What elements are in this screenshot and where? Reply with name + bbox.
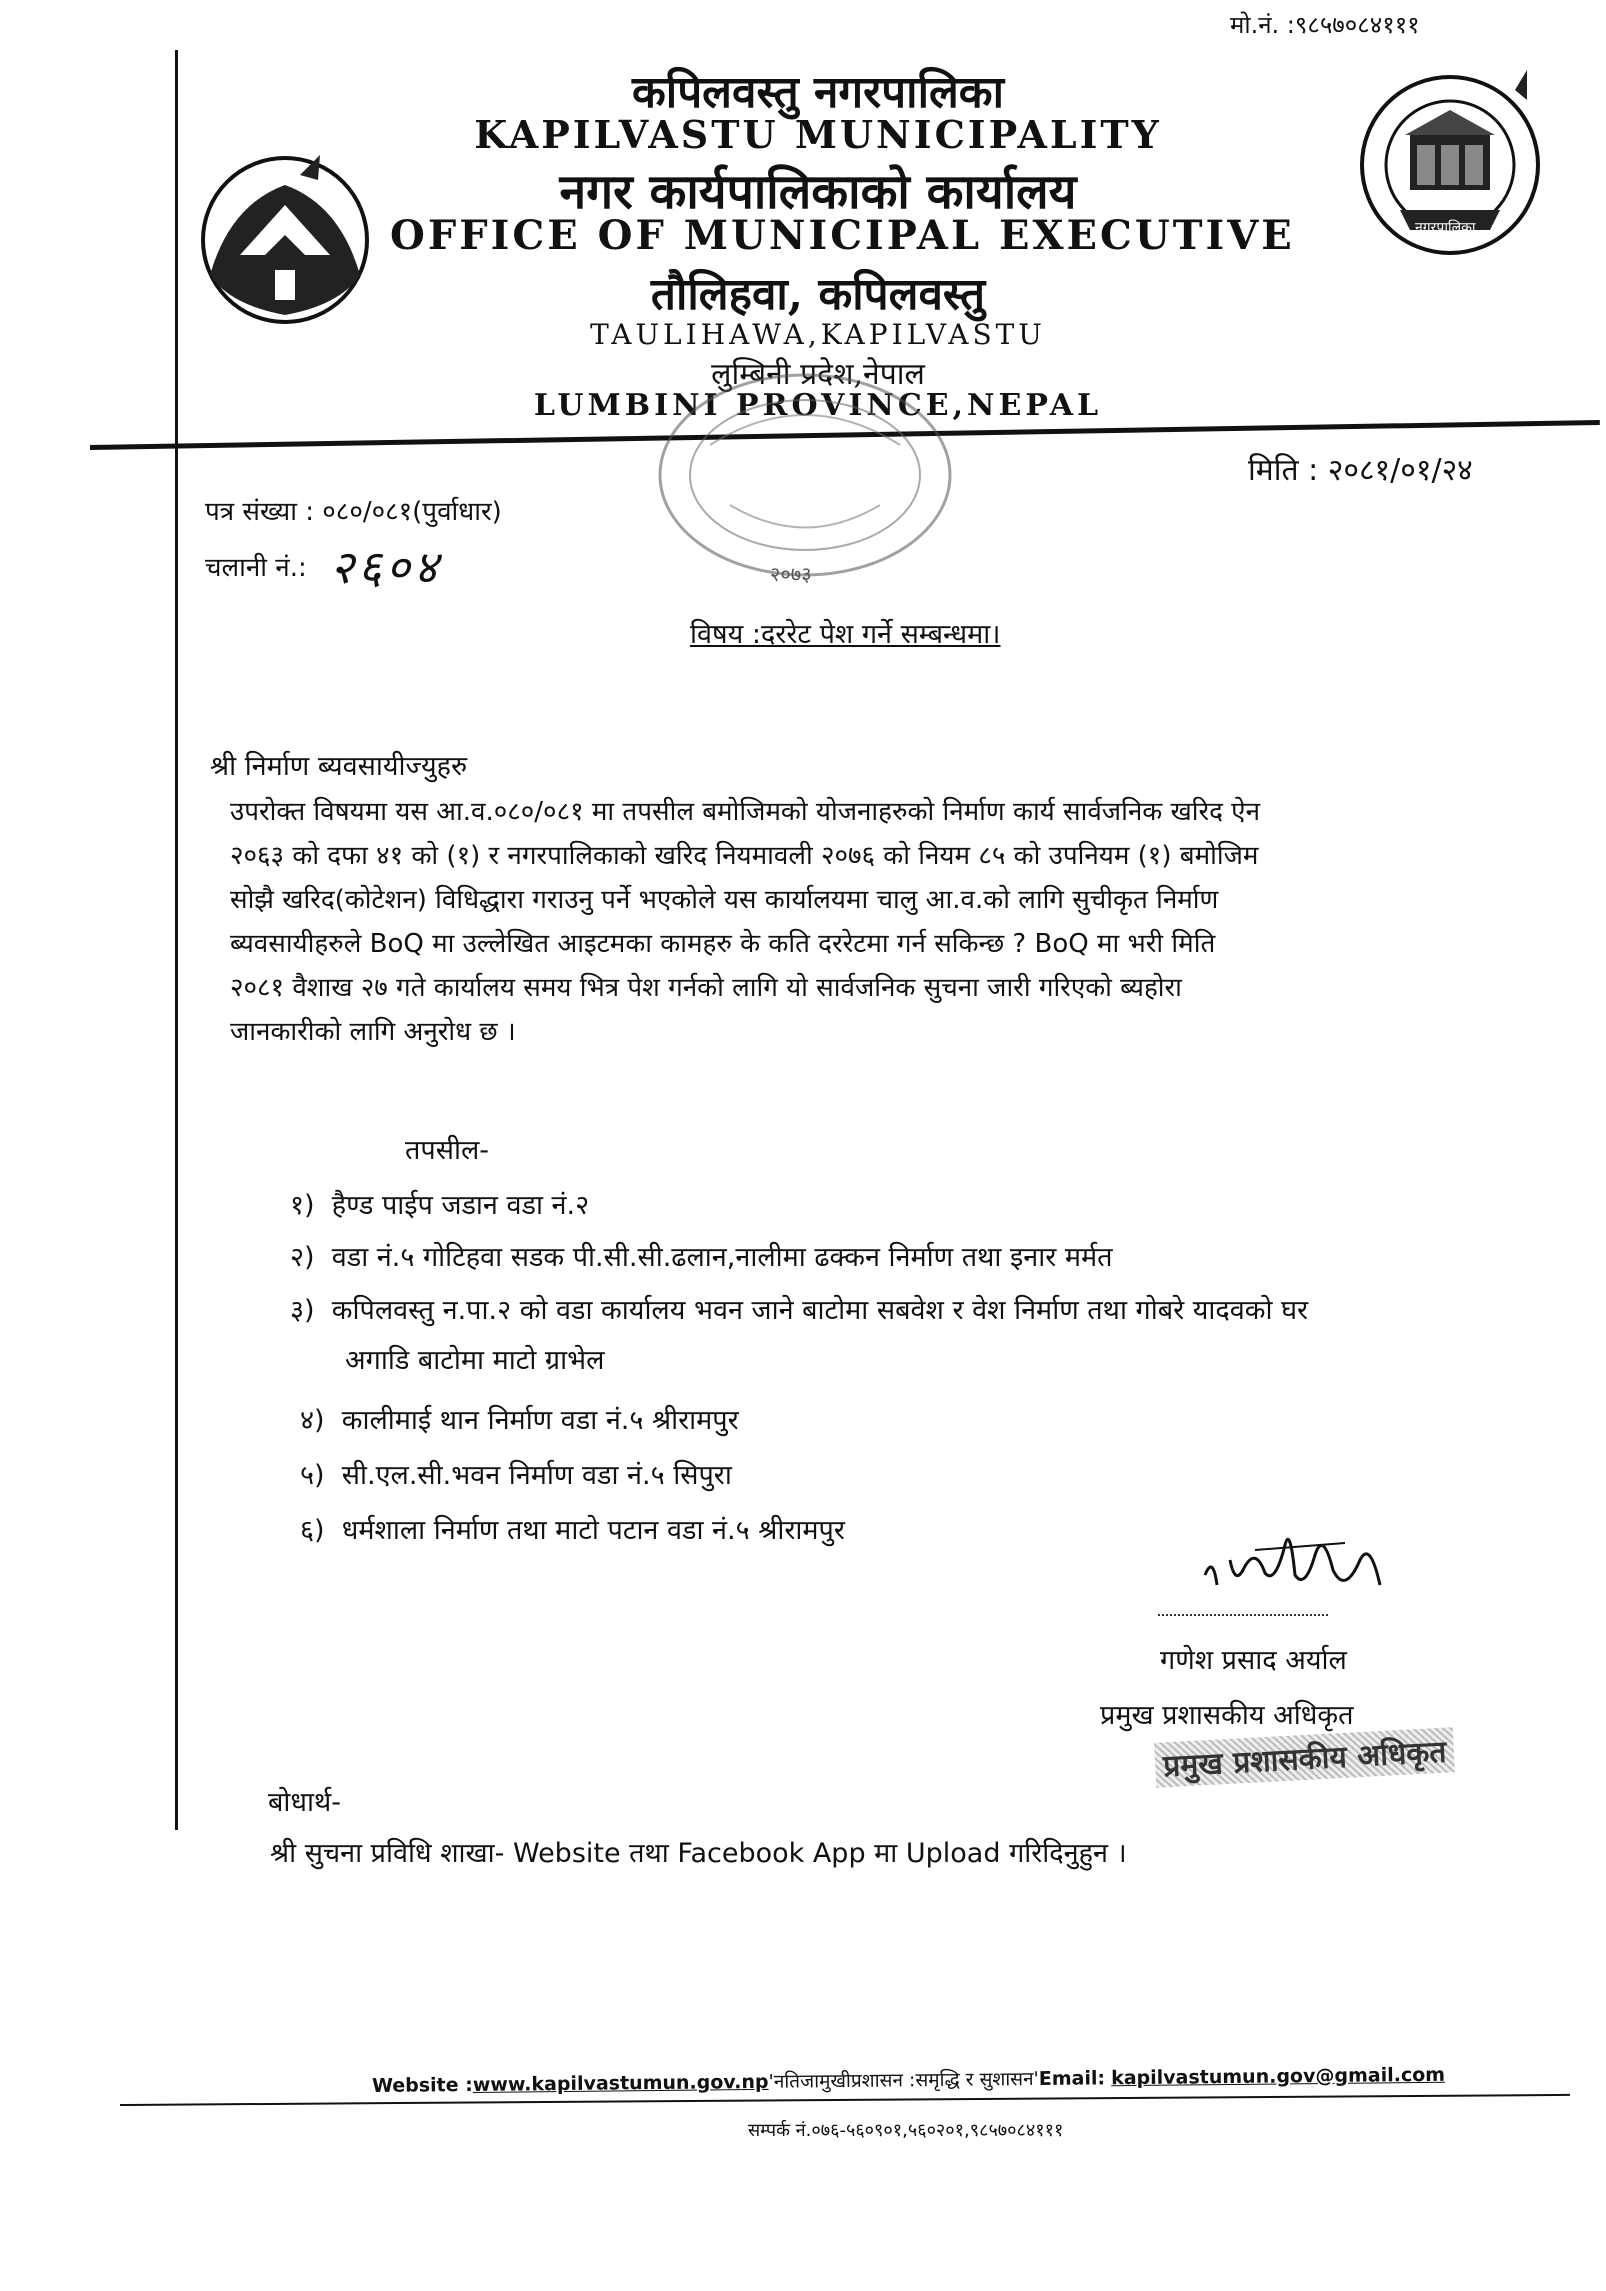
list-item-continuation: अगाडि बाटोमा माटो ग्राभेल	[345, 1345, 605, 1376]
item-text: हैण्ड पाईप जडान वडा नं.२	[331, 1190, 590, 1221]
body-line-6: जानकारीको लागि अनुरोध छ ।	[230, 1017, 516, 1047]
dispatch-label: चलानी नं.:	[205, 553, 307, 583]
body-line-4: ब्यवसायीहरुले BoQ मा उल्लेखित आइटमका कामहरु के कति दररेटमा गर्न सकिन्छ ? BoQ मा भरी मिति	[230, 929, 1216, 959]
body-line-5: २०८१ वैशाख २७ गते कार्यालय समय भित्र पेश गर्नको लागि यो सार्वजनिक सुचना जारी गरिएको ब्यहोरा	[230, 973, 1182, 1003]
item-number: ४)	[300, 1405, 325, 1436]
signatory-stamp: प्रमुख प्रशासकीय अधिकृत	[1154, 1727, 1455, 1788]
website-link[interactable]: www.kapilvastumun.gov.np	[472, 2070, 769, 2096]
signature-line	[1158, 1612, 1328, 1616]
office-stamp-icon	[650, 365, 960, 585]
body-line-2: २०६३ को दफा ४१ को (१) र नगरपालिकाको खरिद नियमावली २०७६ को नियम ८५ को उपनियम (१) बमोजिम	[230, 841, 1259, 871]
item-number: ३)	[290, 1295, 315, 1326]
footer-line	[372, 2061, 1445, 2098]
municipality-name-en: KAPILVASTU MUNICIPALITY	[474, 112, 1162, 157]
slogan: 'नतिजामुखीप्रशासन :समृद्धि र सुशासन'	[768, 2068, 1039, 2093]
details-heading: तपसील-	[405, 1135, 490, 1166]
body-line-1: उपरोक्त विषयमा यस आ.व.०८०/०८१ मा तपसील बमोजिमको योजनाहरुको निर्माण कार्य सार्वजनिक खरिद ऐन	[230, 797, 1260, 827]
letter-date: मिति : २०८१/०१/२४	[1248, 453, 1473, 488]
website-label: Website :	[371, 2073, 473, 2097]
signatory-title: प्रमुख प्रशासकीय अधिकृत	[1100, 1700, 1354, 1731]
item-text: धर्मशाला निर्माण तथा माटो पटान वडा नं.५ श्रीरामपुर	[341, 1515, 845, 1546]
office-name-en: OFFICE OF MUNICIPAL EXECUTIVE	[390, 212, 1295, 259]
footer-phone: सम्पर्क नं.०७६-५६०९०१,५६०२०१,९८५७०८४१११	[748, 2120, 1064, 2141]
list-item	[300, 1400, 739, 1437]
item-number: १)	[290, 1190, 315, 1221]
signature-icon	[1195, 1515, 1395, 1610]
email-label: Email:	[1038, 2067, 1106, 2091]
cc-line: श्री सुचना प्रविधि शाखा- Website तथा Facebook App मा Upload गरिदिनुहुन ।	[270, 1838, 1127, 1869]
email-link[interactable]: kapilvastumun.gov@gmail.com	[1111, 2063, 1446, 2090]
list-item	[290, 1290, 1600, 1327]
item-number: ५)	[300, 1460, 325, 1491]
stamp-year: २०७३	[770, 562, 812, 586]
recipient: श्री निर्माण ब्यवसायीज्युहरु	[210, 751, 468, 782]
letter-number: पत्र संख्या : ०८०/०८१(पुर्वाधार)	[205, 497, 502, 527]
list-item	[290, 1185, 589, 1222]
item-number: ६)	[300, 1515, 325, 1546]
list-item	[290, 1237, 1113, 1274]
list-item	[300, 1455, 732, 1492]
office-name-np: नगर कार्यपालिकाको कार्यालय	[559, 164, 1077, 220]
province-name-np: लुम्बिनी प्रदेश,नेपाल	[711, 357, 925, 392]
item-text: कालीमाई थान निर्माण वडा नं.५ श्रीरामपुर	[341, 1405, 739, 1436]
list-item	[300, 1510, 845, 1547]
item-text: सी.एल.सी.भवन निर्माण वडा नं.५ सिपुरा	[341, 1460, 732, 1491]
footer-divider	[120, 2094, 1570, 2106]
item-text: कपिलवस्तु न.पा.२ को वडा कार्यालय भवन जाने बाटोमा सबवेश र वेश निर्माण तथा गोबरे यादवको घर	[331, 1295, 1309, 1326]
subject-line: विषय :दररेट पेश गर्ने सम्बन्धमा।	[690, 619, 1001, 650]
item-text: वडा नं.५ गोटिहवा सडक पी.सी.सी.ढलान,नालीमा ढक्कन निर्माण तथा इनार मर्मत	[331, 1242, 1113, 1273]
body-line-3: सोझै खरिद(कोटेशन) विधिद्धारा गराउनु पर्ने भएकोले यस कार्यालयमा चालु आ.व.को लागि सुचीकृत निर्माण	[230, 885, 1219, 915]
seal-caption: नगरपालिका	[1415, 220, 1476, 236]
item-number: २)	[290, 1242, 315, 1273]
dispatch-number-handwritten: २६०४	[330, 540, 442, 594]
top-contact: मो.नं. :९८५७०८४१११	[1230, 11, 1420, 39]
place-name-en: TAULIHAWA,KAPILVASTU	[590, 318, 1046, 351]
signatory-name: गणेश प्रसाद अर्याल	[1160, 1645, 1347, 1676]
place-name-np: तौलिहवा, कपिलवस्तु	[650, 269, 986, 320]
cc-label: बोधार्थ-	[268, 1787, 342, 1818]
body-paragraph	[230, 790, 1600, 1054]
province-name-en: LUMBINI PROVINCE,NEPAL	[533, 388, 1103, 423]
municipality-name-np: कपिलवस्तु नगरपालिका	[632, 67, 1004, 118]
